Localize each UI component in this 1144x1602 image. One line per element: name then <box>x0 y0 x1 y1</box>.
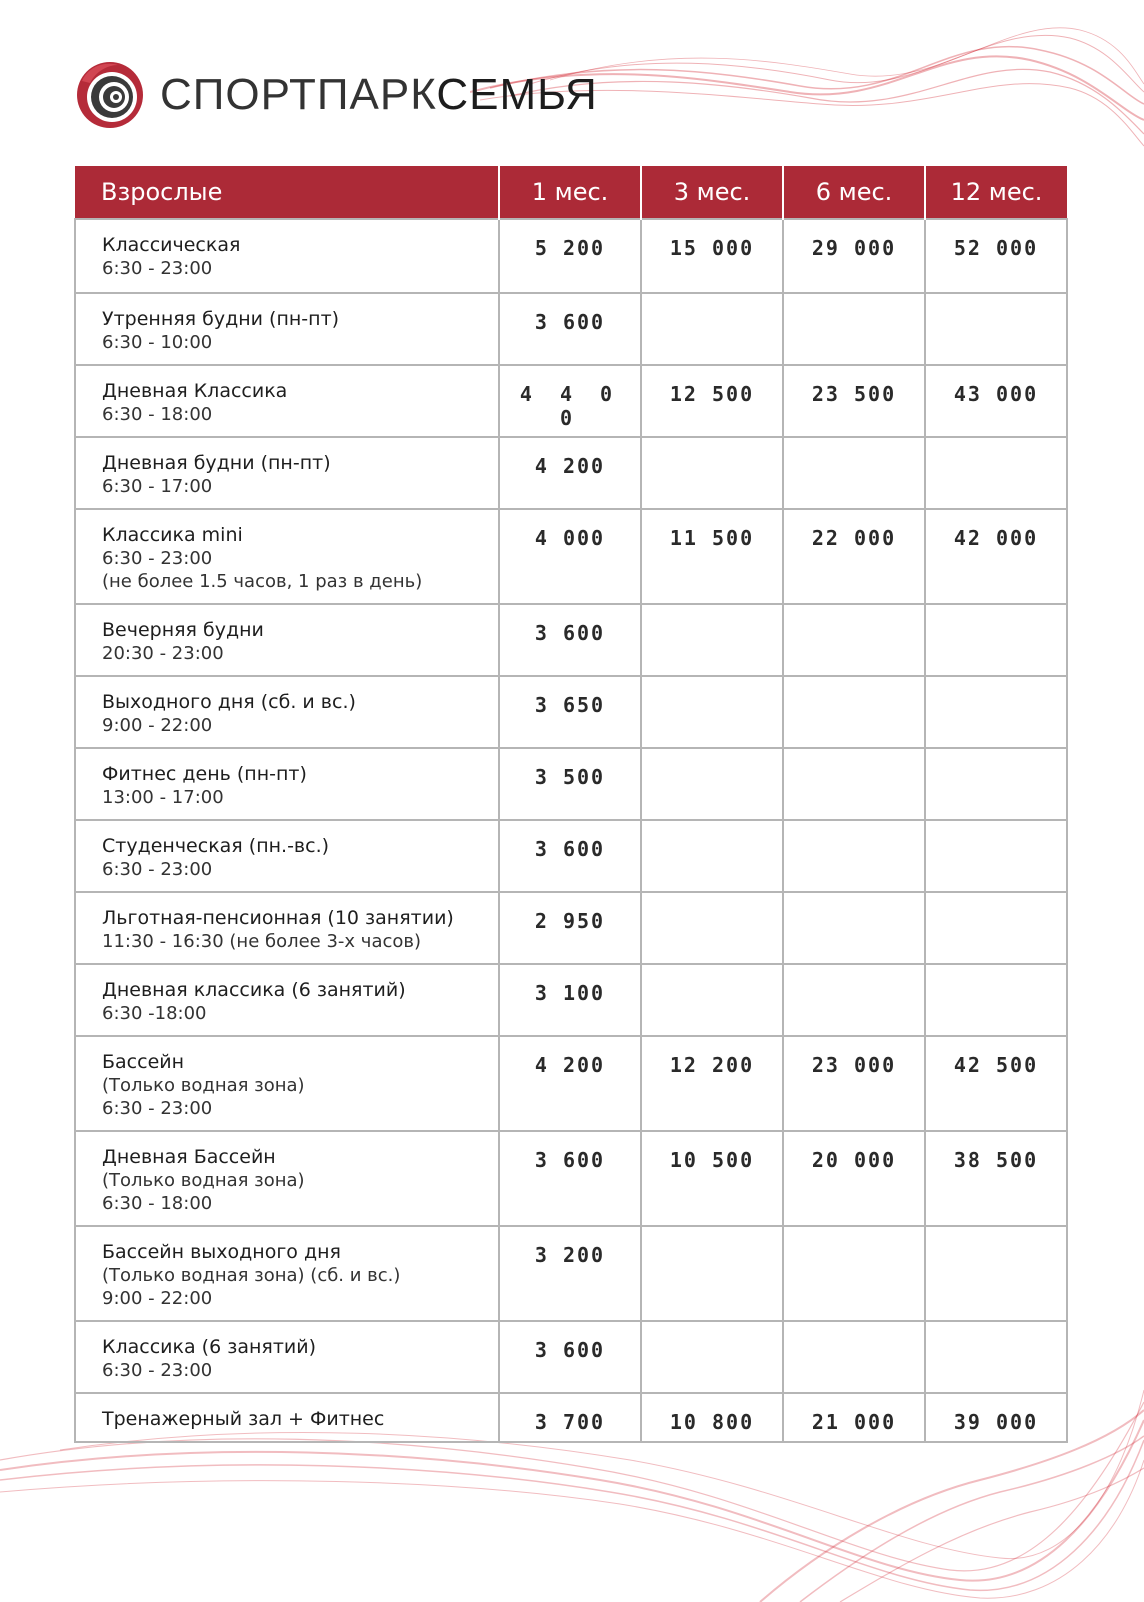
price-p12 <box>925 293 1067 365</box>
price-p6: 29 000 <box>783 219 925 293</box>
table-row <box>75 604 1067 676</box>
price-p3 <box>641 293 783 365</box>
plan-detail: 6:30 - 18:00 <box>102 404 213 425</box>
price-p6 <box>783 1321 925 1393</box>
price-p6 <box>783 293 925 365</box>
plan-title: Льготная-пенсионная (10 занятии) <box>102 907 454 929</box>
plan-title: Фитнес день (пн-пт) <box>102 763 307 785</box>
plan-detail: 6:30 - 23:00 <box>102 859 213 880</box>
price-p12 <box>925 1226 1067 1321</box>
plan-title: Дневная Классика <box>102 380 288 402</box>
price-p1: 3 600 <box>499 1321 641 1393</box>
plan-detail: 6:30 - 23:00 <box>102 1360 213 1381</box>
table-row <box>75 1131 1067 1226</box>
plan-title: Бассейн выходного дня <box>102 1241 341 1263</box>
plan-name-cell <box>75 964 499 1036</box>
price-p1: 3 600 <box>499 293 641 365</box>
price-p12 <box>925 820 1067 892</box>
plan-detail: 6:30 - 23:00 <box>102 1098 213 1119</box>
plan-name-cell <box>75 1131 499 1226</box>
plan-name-cell <box>75 820 499 892</box>
table-row <box>75 1393 1067 1442</box>
price-p12: 38 500 <box>925 1131 1067 1226</box>
price-p1: 3 100 <box>499 964 641 1036</box>
plan-name-cell <box>75 437 499 509</box>
plan-detail: 6:30 - 23:00 <box>102 258 213 279</box>
price-p6 <box>783 820 925 892</box>
plan-title: Классика (6 занятий) <box>102 1336 316 1358</box>
price-p1: 4 200 <box>499 437 641 509</box>
price-p1: 3 600 <box>499 820 641 892</box>
price-p1: 5 200 <box>499 219 641 293</box>
plan-title: Вечерняя будни <box>102 619 264 641</box>
plan-name-cell <box>75 219 499 293</box>
brand-name: СПОРТПАРКСЕМЬЯ <box>160 70 598 119</box>
plan-detail: 20:30 - 23:00 <box>102 643 224 664</box>
plan-detail: 9:00 - 22:00 <box>102 715 213 736</box>
header-1-month: 1 мес. <box>499 166 641 219</box>
plan-name-cell <box>75 892 499 964</box>
plan-title: Классическая <box>102 234 241 256</box>
price-p3 <box>641 892 783 964</box>
table-row <box>75 437 1067 509</box>
plan-title: Дневная классика (6 занятий) <box>102 979 406 1001</box>
price-p6 <box>783 437 925 509</box>
price-p6: 21 000 <box>783 1393 925 1442</box>
price-p1: 3 600 <box>499 604 641 676</box>
plan-name-cell <box>75 1321 499 1393</box>
price-p6 <box>783 604 925 676</box>
price-p12: 52 000 <box>925 219 1067 293</box>
price-table <box>74 166 1068 1443</box>
price-p3 <box>641 820 783 892</box>
table-row <box>75 748 1067 820</box>
plan-title: Бассейн <box>102 1051 185 1073</box>
price-p3 <box>641 437 783 509</box>
plan-detail: 9:00 - 22:00 <box>102 1288 213 1309</box>
plan-detail: (Только водная зона) <box>102 1075 305 1096</box>
brand-logo <box>74 58 598 132</box>
table-row <box>75 365 1067 437</box>
price-p6: 22 000 <box>783 509 925 604</box>
table-row <box>75 820 1067 892</box>
plan-name-cell <box>75 293 499 365</box>
plan-name-cell <box>75 1036 499 1131</box>
price-p1: 3 650 <box>499 676 641 748</box>
table-row <box>75 509 1067 604</box>
table-header-row <box>75 166 1067 219</box>
price-p12: 39 000 <box>925 1393 1067 1442</box>
price-p6 <box>783 748 925 820</box>
price-p6 <box>783 964 925 1036</box>
price-p3: 10 800 <box>641 1393 783 1442</box>
table-row <box>75 1321 1067 1393</box>
price-p12 <box>925 676 1067 748</box>
price-p3 <box>641 676 783 748</box>
plan-title: Выходного дня (сб. и вс.) <box>102 691 356 713</box>
price-p6 <box>783 676 925 748</box>
price-p3 <box>641 748 783 820</box>
price-p1: 3 500 <box>499 748 641 820</box>
plan-detail: (Только водная зона) <box>102 1170 305 1191</box>
price-p6 <box>783 892 925 964</box>
price-p3: 12 500 <box>641 365 783 437</box>
header-12-months: 12 мес. <box>925 166 1067 219</box>
price-p3 <box>641 604 783 676</box>
price-p12: 42 500 <box>925 1036 1067 1131</box>
header-category: Взрослые <box>75 166 499 219</box>
price-p6: 20 000 <box>783 1131 925 1226</box>
plan-detail: 6:30 - 17:00 <box>102 476 213 497</box>
price-p12 <box>925 1321 1067 1393</box>
plan-name-cell <box>75 1393 499 1442</box>
spiral-rose-icon <box>74 59 146 131</box>
plan-name-cell <box>75 604 499 676</box>
plan-detail: 6:30 - 23:00 <box>102 548 213 569</box>
price-p3 <box>641 1321 783 1393</box>
price-p1: 3 700 <box>499 1393 641 1442</box>
price-p3: 12 200 <box>641 1036 783 1131</box>
price-p1: 4 200 <box>499 1036 641 1131</box>
header-3-months: 3 мес. <box>641 166 783 219</box>
plan-detail: (не более 1.5 часов, 1 раз в день) <box>102 571 423 592</box>
price-p1: 3 600 <box>499 1131 641 1226</box>
price-p12 <box>925 892 1067 964</box>
table-row <box>75 219 1067 293</box>
price-p12 <box>925 964 1067 1036</box>
table-row <box>75 892 1067 964</box>
plan-detail: 13:00 - 17:00 <box>102 787 224 808</box>
plan-name-cell <box>75 1226 499 1321</box>
plan-name-cell <box>75 509 499 604</box>
price-p12 <box>925 604 1067 676</box>
plan-name-cell <box>75 748 499 820</box>
plan-title: Утренняя будни (пн-пт) <box>102 308 340 330</box>
plan-detail: 11:30 - 16:30 (не более 3-х часов) <box>102 931 422 952</box>
table-row <box>75 1226 1067 1321</box>
table-row <box>75 1036 1067 1131</box>
price-p1: 2 950 <box>499 892 641 964</box>
price-p3: 15 000 <box>641 219 783 293</box>
table-row <box>75 676 1067 748</box>
plan-detail: 6:30 - 18:00 <box>102 1193 213 1214</box>
price-p3 <box>641 1226 783 1321</box>
price-p3: 11 500 <box>641 509 783 604</box>
price-p6: 23 500 <box>783 365 925 437</box>
plan-detail: (Только водная зона) (сб. и вс.) <box>102 1265 401 1286</box>
plan-title: Студенческая (пн.-вс.) <box>102 835 330 857</box>
header-6-months: 6 мес. <box>783 166 925 219</box>
plan-title: Классика mini <box>102 524 243 546</box>
plan-title: Тренажерный зал + Фитнес <box>102 1408 385 1430</box>
plan-name-cell <box>75 676 499 748</box>
price-p6 <box>783 1226 925 1321</box>
price-p12 <box>925 748 1067 820</box>
price-p1: 3 200 <box>499 1226 641 1321</box>
plan-title: Дневная будни (пн-пт) <box>102 452 331 474</box>
price-p6: 23 000 <box>783 1036 925 1131</box>
price-p1: 4 4 0 0 <box>499 365 641 437</box>
price-p3 <box>641 964 783 1036</box>
price-p12: 43 000 <box>925 365 1067 437</box>
plan-title: Дневная Бассейн <box>102 1146 276 1168</box>
price-p3: 10 500 <box>641 1131 783 1226</box>
price-p12: 42 000 <box>925 509 1067 604</box>
table-row <box>75 964 1067 1036</box>
plan-name-cell <box>75 365 499 437</box>
plan-detail: 6:30 -18:00 <box>102 1003 207 1024</box>
table-row <box>75 293 1067 365</box>
price-p1: 4 000 <box>499 509 641 604</box>
plan-detail: 6:30 - 10:00 <box>102 332 213 353</box>
price-p12 <box>925 437 1067 509</box>
